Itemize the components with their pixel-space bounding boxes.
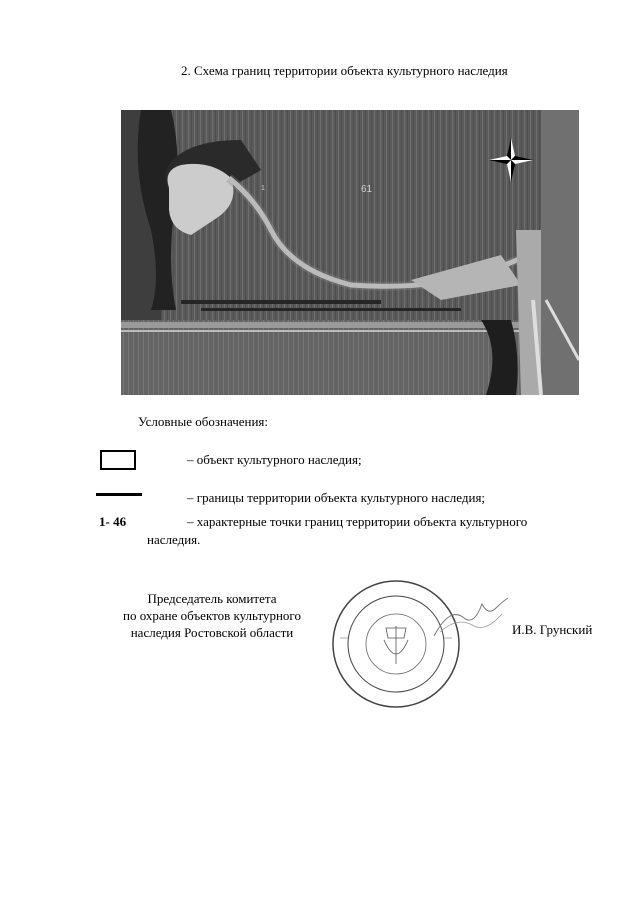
legend-object-label: – объект культурного наследия; xyxy=(187,452,362,467)
position-line: наследия Ростовской области xyxy=(130,625,294,640)
legend-object-symbol xyxy=(100,450,136,470)
legend-heading: Условные обозначения: xyxy=(138,414,269,429)
legend-points-label: – характерные точки границ территории объекта культурного xyxy=(187,514,528,529)
signatory-position xyxy=(62,590,362,641)
position-line: Председатель комитета xyxy=(147,591,277,606)
legend-boundary-symbol xyxy=(96,493,142,496)
handwritten-signature xyxy=(430,596,510,640)
parcel-label: 61 xyxy=(361,184,373,195)
signatory-name: И.В. Грунский xyxy=(512,622,593,637)
parcel-label-small: 1 xyxy=(261,185,265,192)
legend-points-symbol: 1- 46 xyxy=(99,514,127,529)
page-title: 2. Схема границ территории объекта культурного наследия xyxy=(181,63,508,78)
position-line: по охране объектов культурного xyxy=(123,608,301,623)
legend-points-label-continuation: наследия. xyxy=(147,532,201,547)
aerial-map xyxy=(121,110,579,395)
legend-boundary-label: – границы территории объекта культурного наследия; xyxy=(187,490,486,505)
